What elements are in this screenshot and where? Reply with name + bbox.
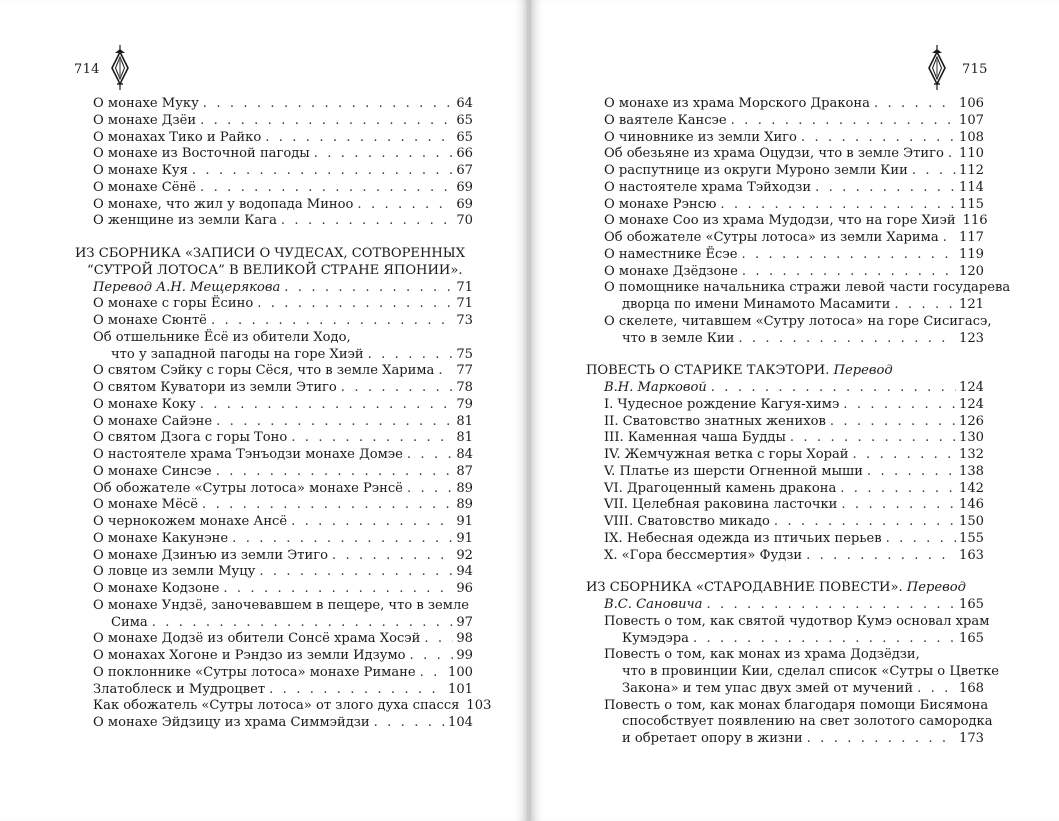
toc-entry[interactable] [586, 230, 984, 247]
toc-entry[interactable] [75, 715, 473, 732]
leader-dots [200, 180, 453, 197]
toc-entry-title: О настоятеле храма Тэнъодзи монахе Домэе [93, 447, 403, 462]
leader-dots [843, 397, 956, 414]
toc-entry[interactable] [75, 363, 473, 380]
toc-entry-page: 79 [456, 396, 473, 412]
toc-entry-title: Златоблеск и Мудроцвет [93, 681, 266, 697]
toc-entry-title: О монахе Сюнтё [93, 313, 207, 328]
toc-entry-page: 126 [959, 413, 984, 429]
toc-entry-title: О монахе Сайэне [93, 413, 213, 429]
leader-dots [200, 397, 454, 414]
toc-entry-title: О чернокожем монахе Ансё [93, 514, 288, 529]
toc-entry-page: 78 [456, 380, 473, 395]
toc-entry-page: 112 [959, 163, 984, 178]
toc-entry-page: 132 [959, 447, 984, 462]
toc-entry-title: О монахе Куя [93, 163, 188, 178]
toc-entry-page: 70 [456, 213, 473, 229]
toc-entry[interactable] [75, 464, 473, 481]
toc-entry-title: О монахе с горы Ёсино [93, 296, 254, 312]
leader-dots [438, 363, 453, 380]
toc-entry-page: 65 [456, 129, 473, 145]
toc-entry-title: О монахе, что жил у водопада Миноо [93, 196, 354, 212]
toc-entry-title: О монахе Синсэе [93, 463, 212, 479]
toc-entry-title: X. «Гора бессмертия» Фудзи [604, 547, 803, 563]
toc-entry-page: 89 [456, 480, 473, 496]
toc-entry[interactable] [586, 197, 984, 214]
toc-entry[interactable] [586, 531, 984, 548]
toc-entry-page: 150 [959, 514, 984, 529]
toc-entry-title: VIII. Сватовство микадо [604, 514, 770, 529]
toc-entry-page: 114 [959, 179, 984, 195]
leader-dots [801, 130, 956, 147]
toc-entry-title: О монахе Кодзоне [93, 581, 220, 596]
toc-entry[interactable] [75, 514, 473, 531]
toc-entry-page: 81 [456, 430, 473, 446]
leader-dots [192, 163, 453, 180]
toc-entry-title: О монахе Дзёдзоне [604, 263, 738, 279]
toc-entry-page: 103 [466, 698, 492, 714]
leader-dots [223, 581, 453, 598]
toc-entry-page: 94 [456, 564, 473, 580]
toc-entry[interactable] [75, 698, 492, 715]
toc-entry-page: 100 [448, 664, 473, 680]
leader-dots [774, 514, 956, 531]
leader-dots [232, 531, 453, 548]
toc-entry-multiline-end[interactable]: Кумэдэра . . . 165 [586, 631, 984, 648]
toc-entry[interactable] [586, 130, 984, 147]
leader-dots [853, 447, 956, 464]
toc-entry-title: О распутнице из округи Муроно земли Кии [604, 163, 908, 178]
toc-entry-page: 98 [456, 631, 473, 647]
toc-entry-title: О монахе Мёсё [93, 497, 199, 513]
toc-entry-title: О наместнике Ёсэе [604, 246, 738, 262]
toc-entry[interactable] [75, 296, 473, 313]
toc-entry[interactable] [75, 682, 473, 699]
toc-entry-multiline-end[interactable]: Сима . . . 97 [75, 615, 473, 632]
toc-entry-page: 92 [456, 547, 473, 563]
toc-entry-title: VII. Целебная раковина ласточки [604, 497, 838, 513]
leader-dots [200, 113, 453, 130]
leader-dots [407, 447, 453, 464]
toc-entry[interactable] [586, 514, 984, 531]
toc-entry[interactable] [75, 648, 473, 665]
toc-entry[interactable] [586, 397, 984, 414]
toc-entry-title: IX. Небесная одежда из птичьих перьев [604, 530, 882, 546]
toc-entry-multiline[interactable]: О скелете, читавшем «Сутру лотоса» на горе Сисигасэ, [604, 313, 992, 329]
toc-entry-page: 91 [456, 514, 473, 529]
toc-entry-multiline-end[interactable]: дворца по имени Минамото Масамити . . . 121 [586, 297, 984, 314]
toc-entry[interactable] [586, 113, 984, 130]
toc-entry-multiline[interactable]: способствует появлению на свет золотого самородка [622, 714, 993, 730]
toc-entry-title: О монахе Рэнсю [604, 196, 717, 212]
toc-entry[interactable] [75, 380, 473, 397]
toc-entry-title: III. Каменная чаша Будды [604, 430, 786, 446]
toc-entry-page: 104 [448, 715, 473, 730]
toc-entry[interactable] [586, 264, 984, 281]
toc-entry-title: О монахе Сёнё [93, 179, 197, 195]
toc-entry-page: 73 [456, 313, 473, 328]
toc-entry-title: О святом Сэйку с горы Сёся, что в земле Харима [93, 363, 435, 379]
leader-dots [731, 113, 956, 130]
toc-entry-page: 69 [456, 179, 473, 195]
toc-entry-multiline[interactable]: Повесть о том, как монах из храма Додзёдзи, [604, 647, 920, 663]
leader-dots [265, 130, 453, 147]
toc-entry[interactable] [586, 430, 984, 447]
toc-entry-title: О монахе из храма Морского Дракона [604, 96, 870, 111]
toc-entry-page: 81 [456, 413, 473, 429]
leader-dots [291, 514, 453, 531]
leader-dots [259, 564, 453, 581]
toc-entry-page: 110 [959, 146, 984, 162]
leader-dots [874, 96, 956, 113]
toc-entry-title: О святом Дзога с горы Тоно [93, 430, 288, 446]
toc-entry[interactable] [75, 430, 473, 447]
toc-entry-page: 71 [456, 296, 473, 312]
leader-dots [332, 548, 453, 565]
toc-entry-page: 77 [456, 363, 473, 379]
leader-dots [314, 146, 454, 163]
toc-entry-page: 69 [456, 196, 473, 212]
toc-entry-multiline[interactable]: О помощнике начальника стражи левой части государева [604, 280, 1011, 296]
lantern-ornament-icon [109, 44, 131, 92]
toc-entry[interactable] [586, 414, 984, 431]
toc-entry-page: 124 [959, 396, 984, 412]
toc-entry[interactable] [75, 313, 473, 330]
toc-entry[interactable] [586, 481, 984, 498]
toc-entry-page: 66 [456, 146, 473, 162]
toc-entry-title: VI. Драгоценный камень дракона [604, 480, 837, 496]
toc-entry-title: II. Сватовство знатных женихов [604, 413, 826, 429]
toc-entry[interactable] [75, 531, 473, 548]
leader-dots [216, 414, 453, 431]
toc-entry-page: 67 [456, 163, 473, 178]
toc-entry-title: О монахе Додзё из обители Сонсё храма Хосэй [93, 631, 421, 647]
table-of-contents-right [586, 96, 1011, 748]
leader-dots [281, 213, 453, 230]
toc-entry-title: Об обожателе «Сутры лотоса» монахе Рэнсё [93, 480, 403, 496]
toc-entry-title: О ваятеле Кансэе [604, 112, 727, 128]
leader-dots [291, 430, 453, 447]
section-heading: ИЗ СБОРНИКА «СТАРОДАВНИЕ ПОВЕСТИ». Перевод [586, 580, 966, 596]
toc-entry-title: О монахе Дзинъю из земли Этиго [93, 547, 328, 563]
toc-entry[interactable] [75, 581, 473, 598]
leader-dots [830, 414, 956, 431]
left-page [0, 0, 527, 821]
leader-dots [948, 146, 956, 163]
translator-entry[interactable]: Перевод А.Н. Мещерякова . . . 71 [75, 280, 473, 297]
toc-entry-page: 89 [456, 497, 473, 513]
toc-entry[interactable] [586, 96, 984, 113]
toc-entry-title: О чиновнике из земли Хиго [604, 129, 797, 145]
toc-entry[interactable] [75, 130, 473, 147]
toc-entry-page: 117 [959, 230, 984, 245]
leader-dots [341, 380, 454, 397]
toc-entry[interactable] [586, 447, 984, 464]
leader-dots [420, 665, 445, 682]
toc-entry-title: IV. Жемчужная ветка с горы Хорай [604, 447, 849, 462]
toc-entry-multiline[interactable]: О монахе Ундзё, заночевавшем в пещере, что в земле [93, 597, 470, 613]
toc-entry-title: О святом Куватори из земли Этиго [93, 380, 337, 395]
toc-entry-page: 155 [959, 530, 984, 546]
leader-dots [720, 197, 956, 214]
toc-entry[interactable] [586, 464, 984, 481]
toc-entry[interactable] [75, 481, 473, 498]
leader-dots [840, 481, 956, 498]
toc-entry-page: 115 [959, 196, 984, 212]
leader-dots [742, 264, 956, 281]
toc-entry-title: Как обожатель «Сутры лотоса» от злого духа спасся [93, 698, 460, 714]
toc-entry-multiline[interactable]: Повесть о том, как святой чудотвор Кумэ основал храм [604, 613, 990, 629]
toc-entry[interactable] [75, 180, 473, 197]
toc-entry-title: О монахе Коку [93, 396, 196, 412]
toc-entry-page: 64 [456, 96, 473, 111]
toc-entry[interactable] [75, 96, 473, 113]
toc-entry-page: 107 [959, 112, 984, 128]
section-heading: ПОВЕСТЬ О СТАРИКЕ ТАКЭТОРИ. Перевод [586, 363, 893, 379]
leader-dots [790, 430, 956, 447]
toc-entry-page: 106 [959, 96, 984, 111]
leader-dots [806, 548, 956, 565]
toc-entry-page: 108 [959, 129, 984, 145]
toc-entry-title: I. Чудесное рождение Кагуя-химэ [604, 396, 840, 412]
toc-entry[interactable] [586, 180, 984, 197]
leader-dots [815, 180, 956, 197]
toc-entry-page: 101 [448, 681, 473, 697]
leader-dots [357, 197, 453, 214]
toc-entry-title: О монахе Эйдзицу из храма Симмэйдзи [93, 715, 370, 730]
toc-entry-page: 142 [959, 480, 984, 496]
toc-entry-page: 163 [959, 547, 984, 563]
toc-entry-title: О монахах Тико и Райко [93, 129, 262, 145]
toc-entry-multiline-end[interactable]: и обретает опору в жизни . . . 173 [586, 731, 984, 748]
toc-entry-page: 91 [456, 530, 473, 546]
toc-entry[interactable] [75, 163, 473, 180]
section-heading-cont: “СУТРОЙ ЛОТОСА” В ВЕЛИКОЙ СТРАНЕ ЯПОНИИ». [87, 262, 463, 278]
toc-entry-title: Об обожателе «Сутры лотоса» из земли Харима [604, 230, 939, 245]
page-number-right: 715 [962, 62, 988, 77]
leader-dots [216, 464, 454, 481]
toc-entry[interactable] [75, 397, 473, 414]
toc-entry-title: О ловце из земли Муцу [93, 564, 256, 580]
toc-entry-multiline-end[interactable]: что в земле Кии . . . 123 [586, 331, 984, 348]
toc-entry-title: О монахе из Восточной пагоды [93, 146, 310, 162]
table-of-contents-left [75, 96, 492, 732]
toc-entry-multiline-end[interactable]: что у западной пагоды на горе Хиэй . . . 75 [75, 347, 473, 364]
toc-entry-multiline[interactable]: Повесть о том, как монах благодаря помощи Бисямона [604, 697, 989, 713]
toc-entry[interactable] [75, 665, 473, 682]
toc-entry-title: Об обезьяне из храма Оцудзи, что в земле Этиго [604, 146, 944, 162]
toc-entry-title: О монахе Дзёи [93, 112, 197, 128]
toc-entry[interactable] [586, 146, 984, 163]
toc-entry[interactable] [75, 564, 473, 581]
translator-entry[interactable]: В.С. Сановича . . . 165 [586, 597, 984, 614]
toc-entry-title: V. Платье из шерсти Огненной мыши [604, 463, 863, 479]
toc-entry-page: 119 [959, 246, 984, 262]
toc-entry-title: О настоятеле храма Тэйходзи [604, 179, 812, 195]
toc-entry[interactable] [75, 197, 473, 214]
toc-entry[interactable] [75, 447, 473, 464]
section-heading: ИЗ СБОРНИКА «ЗАПИСИ О ЧУДЕСАХ, СОТВОРЕННЫХ [75, 246, 466, 261]
leader-dots [841, 497, 956, 514]
leader-dots [203, 96, 454, 113]
leader-dots [410, 648, 454, 665]
toc-entry[interactable] [75, 414, 473, 431]
toc-entry-page: 65 [456, 112, 473, 128]
toc-entry[interactable] [586, 247, 984, 264]
leader-dots [912, 163, 956, 180]
toc-entry[interactable] [586, 163, 984, 180]
page-number-left: 714 [74, 62, 100, 77]
toc-entry[interactable] [75, 213, 473, 230]
toc-entry[interactable] [75, 113, 473, 130]
leader-dots [424, 631, 453, 648]
leader-dots [374, 715, 445, 732]
leader-dots [407, 481, 453, 498]
toc-entry-title: О поклоннике «Сутры лотоса» монахе Римане [93, 664, 416, 680]
toc-entry[interactable] [586, 548, 984, 565]
toc-entry-page: 96 [456, 581, 473, 596]
toc-entry-page: 116 [962, 213, 988, 229]
toc-entry-multiline-end[interactable]: Закона» и тем упас двух змей от мучений . . . 168 [586, 681, 984, 698]
toc-entry[interactable] [75, 146, 473, 163]
leader-dots [257, 296, 453, 313]
toc-entry-page: 87 [456, 463, 473, 479]
toc-entry[interactable] [75, 548, 473, 565]
toc-entry-page: 130 [959, 430, 984, 446]
leader-dots [943, 230, 956, 247]
toc-entry-title: О женщине из земли Кага [93, 213, 277, 229]
toc-entry[interactable] [75, 497, 473, 514]
leader-dots [211, 313, 453, 330]
leader-dots [886, 531, 956, 548]
toc-entry-page: 146 [959, 497, 984, 513]
toc-entry-multiline[interactable]: что в провинции Кии, сделал список «Сутры о Цветке [622, 664, 1000, 679]
toc-entry-page: 99 [456, 648, 473, 663]
toc-entry[interactable] [586, 497, 984, 514]
toc-entry-title: О монахе Соо из храма Мудодзи, что на горе Хиэй [604, 213, 956, 229]
leader-dots [741, 247, 956, 264]
toc-entry-page: 138 [959, 463, 984, 479]
toc-entry-multiline[interactable]: Об отшельнике Ёсё из обители Ходо, [93, 329, 351, 345]
toc-entry-title: О монахах Хогоне и Рэндзо из земли Идзумо [93, 648, 406, 663]
leader-dots [269, 682, 445, 699]
toc-entry-title: О монахе Муку [93, 96, 199, 111]
toc-entry-title: О монахе Какунэне [93, 530, 229, 546]
toc-entry[interactable] [75, 631, 473, 648]
lantern-ornament-icon [926, 44, 948, 92]
translator-entry[interactable]: В.Н. Марковой . . . 124 [586, 380, 984, 397]
toc-entry[interactable] [586, 213, 988, 230]
toc-entry-page: 84 [456, 447, 473, 462]
toc-entry-page: 120 [959, 263, 984, 279]
leader-dots [202, 497, 453, 514]
leader-dots [867, 464, 956, 481]
